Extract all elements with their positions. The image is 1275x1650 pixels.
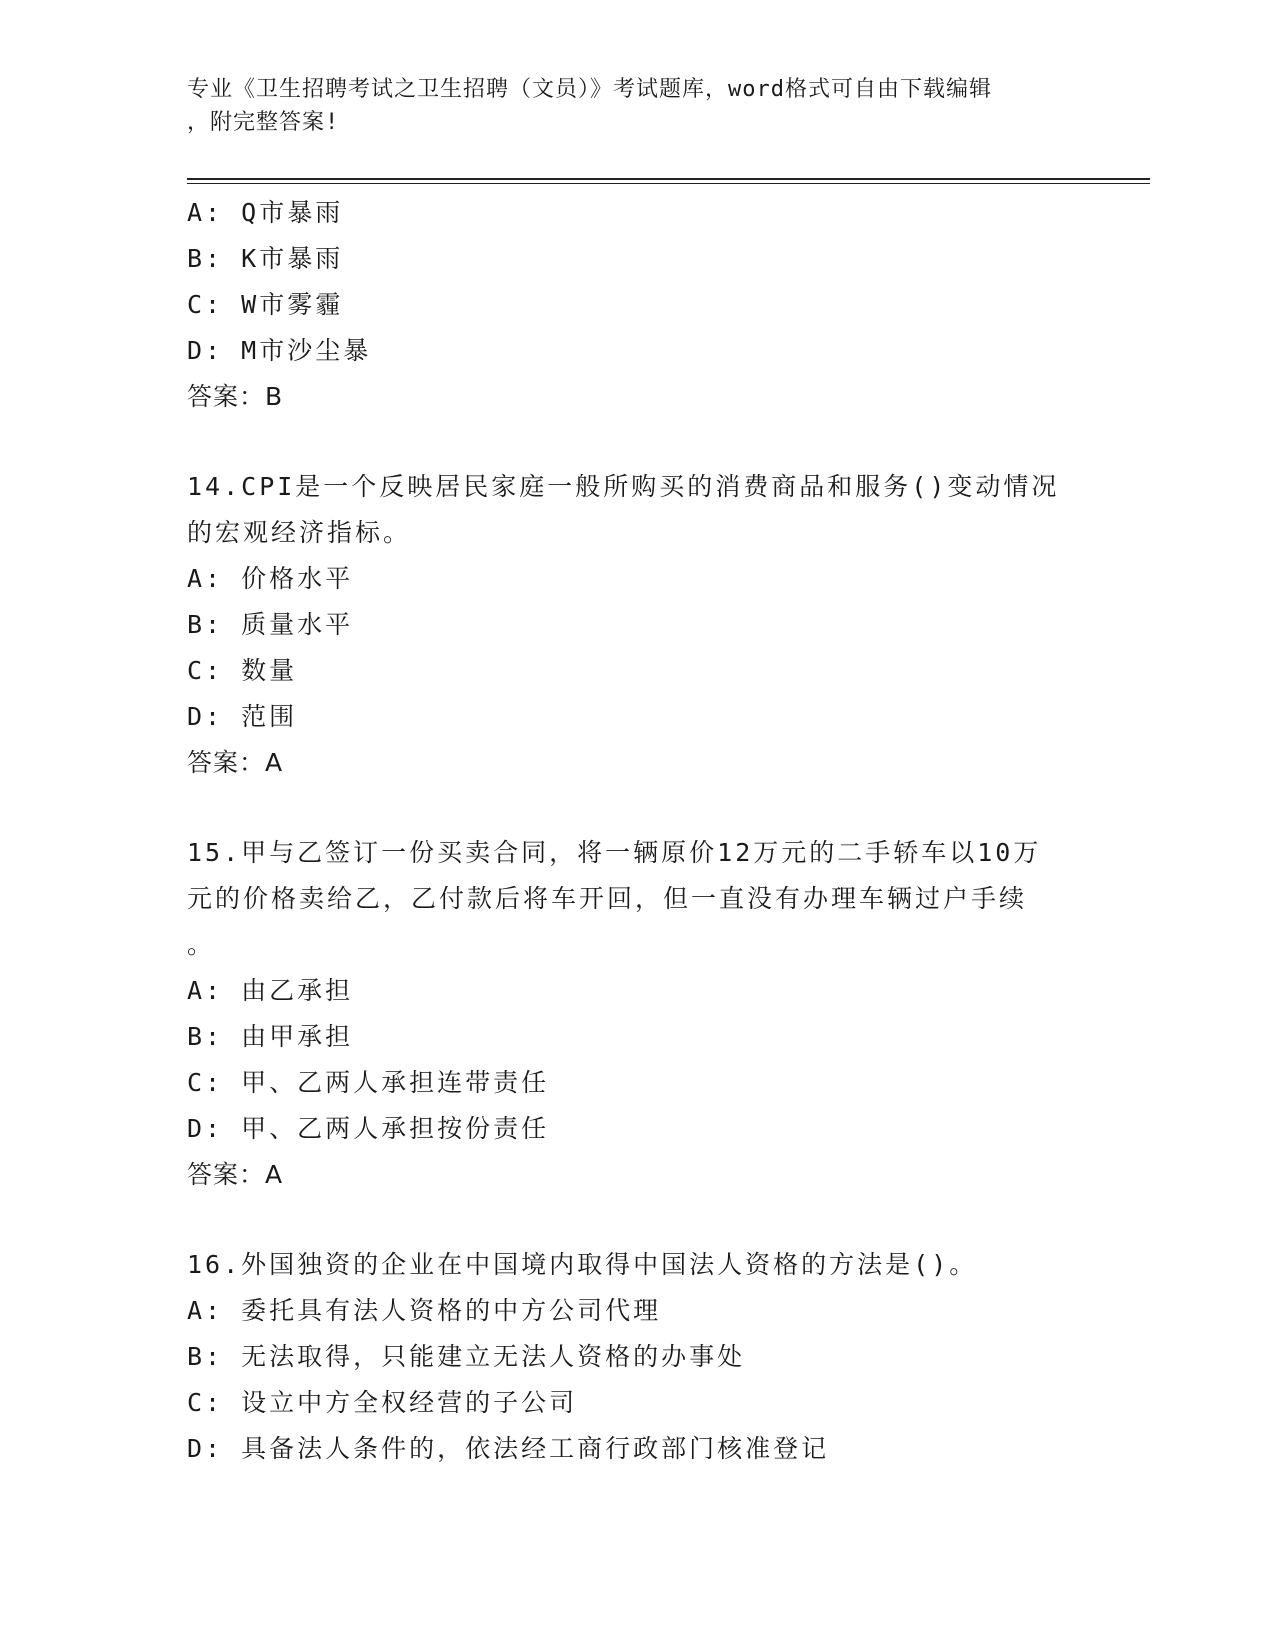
- option-a: A: Q市暴雨: [187, 198, 344, 227]
- option-d: D: 范围: [187, 702, 298, 731]
- option-b: B: 由甲承担: [187, 1022, 354, 1051]
- header-divider-thin: [187, 183, 1150, 184]
- answer-line: 答案：B: [187, 382, 284, 411]
- question-stem-line: 的宏观经济指标。: [187, 518, 412, 547]
- spacer: [187, 786, 1107, 830]
- option-a: A: 委托具有法人资格的中方公司代理: [187, 1296, 662, 1325]
- option-a: A: 由乙承担: [187, 976, 354, 1005]
- question-stem-line: 16.外国独资的企业在中国境内取得中国法人资格的方法是()。: [187, 1250, 978, 1279]
- option-a: A: 价格水平: [187, 564, 354, 593]
- question-stem-line: 。: [187, 930, 216, 959]
- question-stem-line: 15.甲与乙签订一份买卖合同，将一辆原价12万元的二手轿车以10万: [187, 838, 1042, 867]
- spacer: [187, 420, 1107, 464]
- option-c: C: W市雾霾: [187, 290, 344, 319]
- document-header: [187, 73, 1067, 139]
- option-d: D: 甲、乙两人承担按份责任: [187, 1114, 550, 1143]
- question-block-15: [187, 830, 1107, 1198]
- option-b: B: 质量水平: [187, 610, 354, 639]
- header-line-1: 专业《卫生招聘考试之卫生招聘（文员）》考试题库，word格式可自由下载编辑: [187, 77, 992, 102]
- answer-line: 答案：A: [187, 1160, 284, 1189]
- header-line-2: ，附完整答案!: [187, 110, 340, 135]
- question-block-14: [187, 464, 1107, 786]
- question-stem-line: 14.CPI是一个反映居民家庭一般所购买的消费商品和服务()变动情况: [187, 472, 1060, 501]
- option-c: C: 甲、乙两人承担连带责任: [187, 1068, 550, 1097]
- question-list: [187, 190, 1107, 1472]
- question-block-13: [187, 190, 1107, 420]
- question-block-16: [187, 1242, 1107, 1472]
- question-stem-line: 元的价格卖给乙，乙付款后将车开回，但一直没有办理车辆过户手续: [187, 884, 1028, 913]
- answer-line: 答案：A: [187, 748, 284, 777]
- option-d: D: 具备法人条件的，依法经工商行政部门核准登记: [187, 1434, 830, 1463]
- header-divider-thick: [187, 178, 1150, 180]
- option-b: B: K市暴雨: [187, 244, 344, 273]
- option-c: C: 设立中方全权经营的子公司: [187, 1388, 578, 1417]
- option-d: D: M市沙尘暴: [187, 336, 372, 365]
- option-c: C: 数量: [187, 656, 298, 685]
- spacer: [187, 1198, 1107, 1242]
- option-b: B: 无法取得，只能建立无法人资格的办事处: [187, 1342, 746, 1371]
